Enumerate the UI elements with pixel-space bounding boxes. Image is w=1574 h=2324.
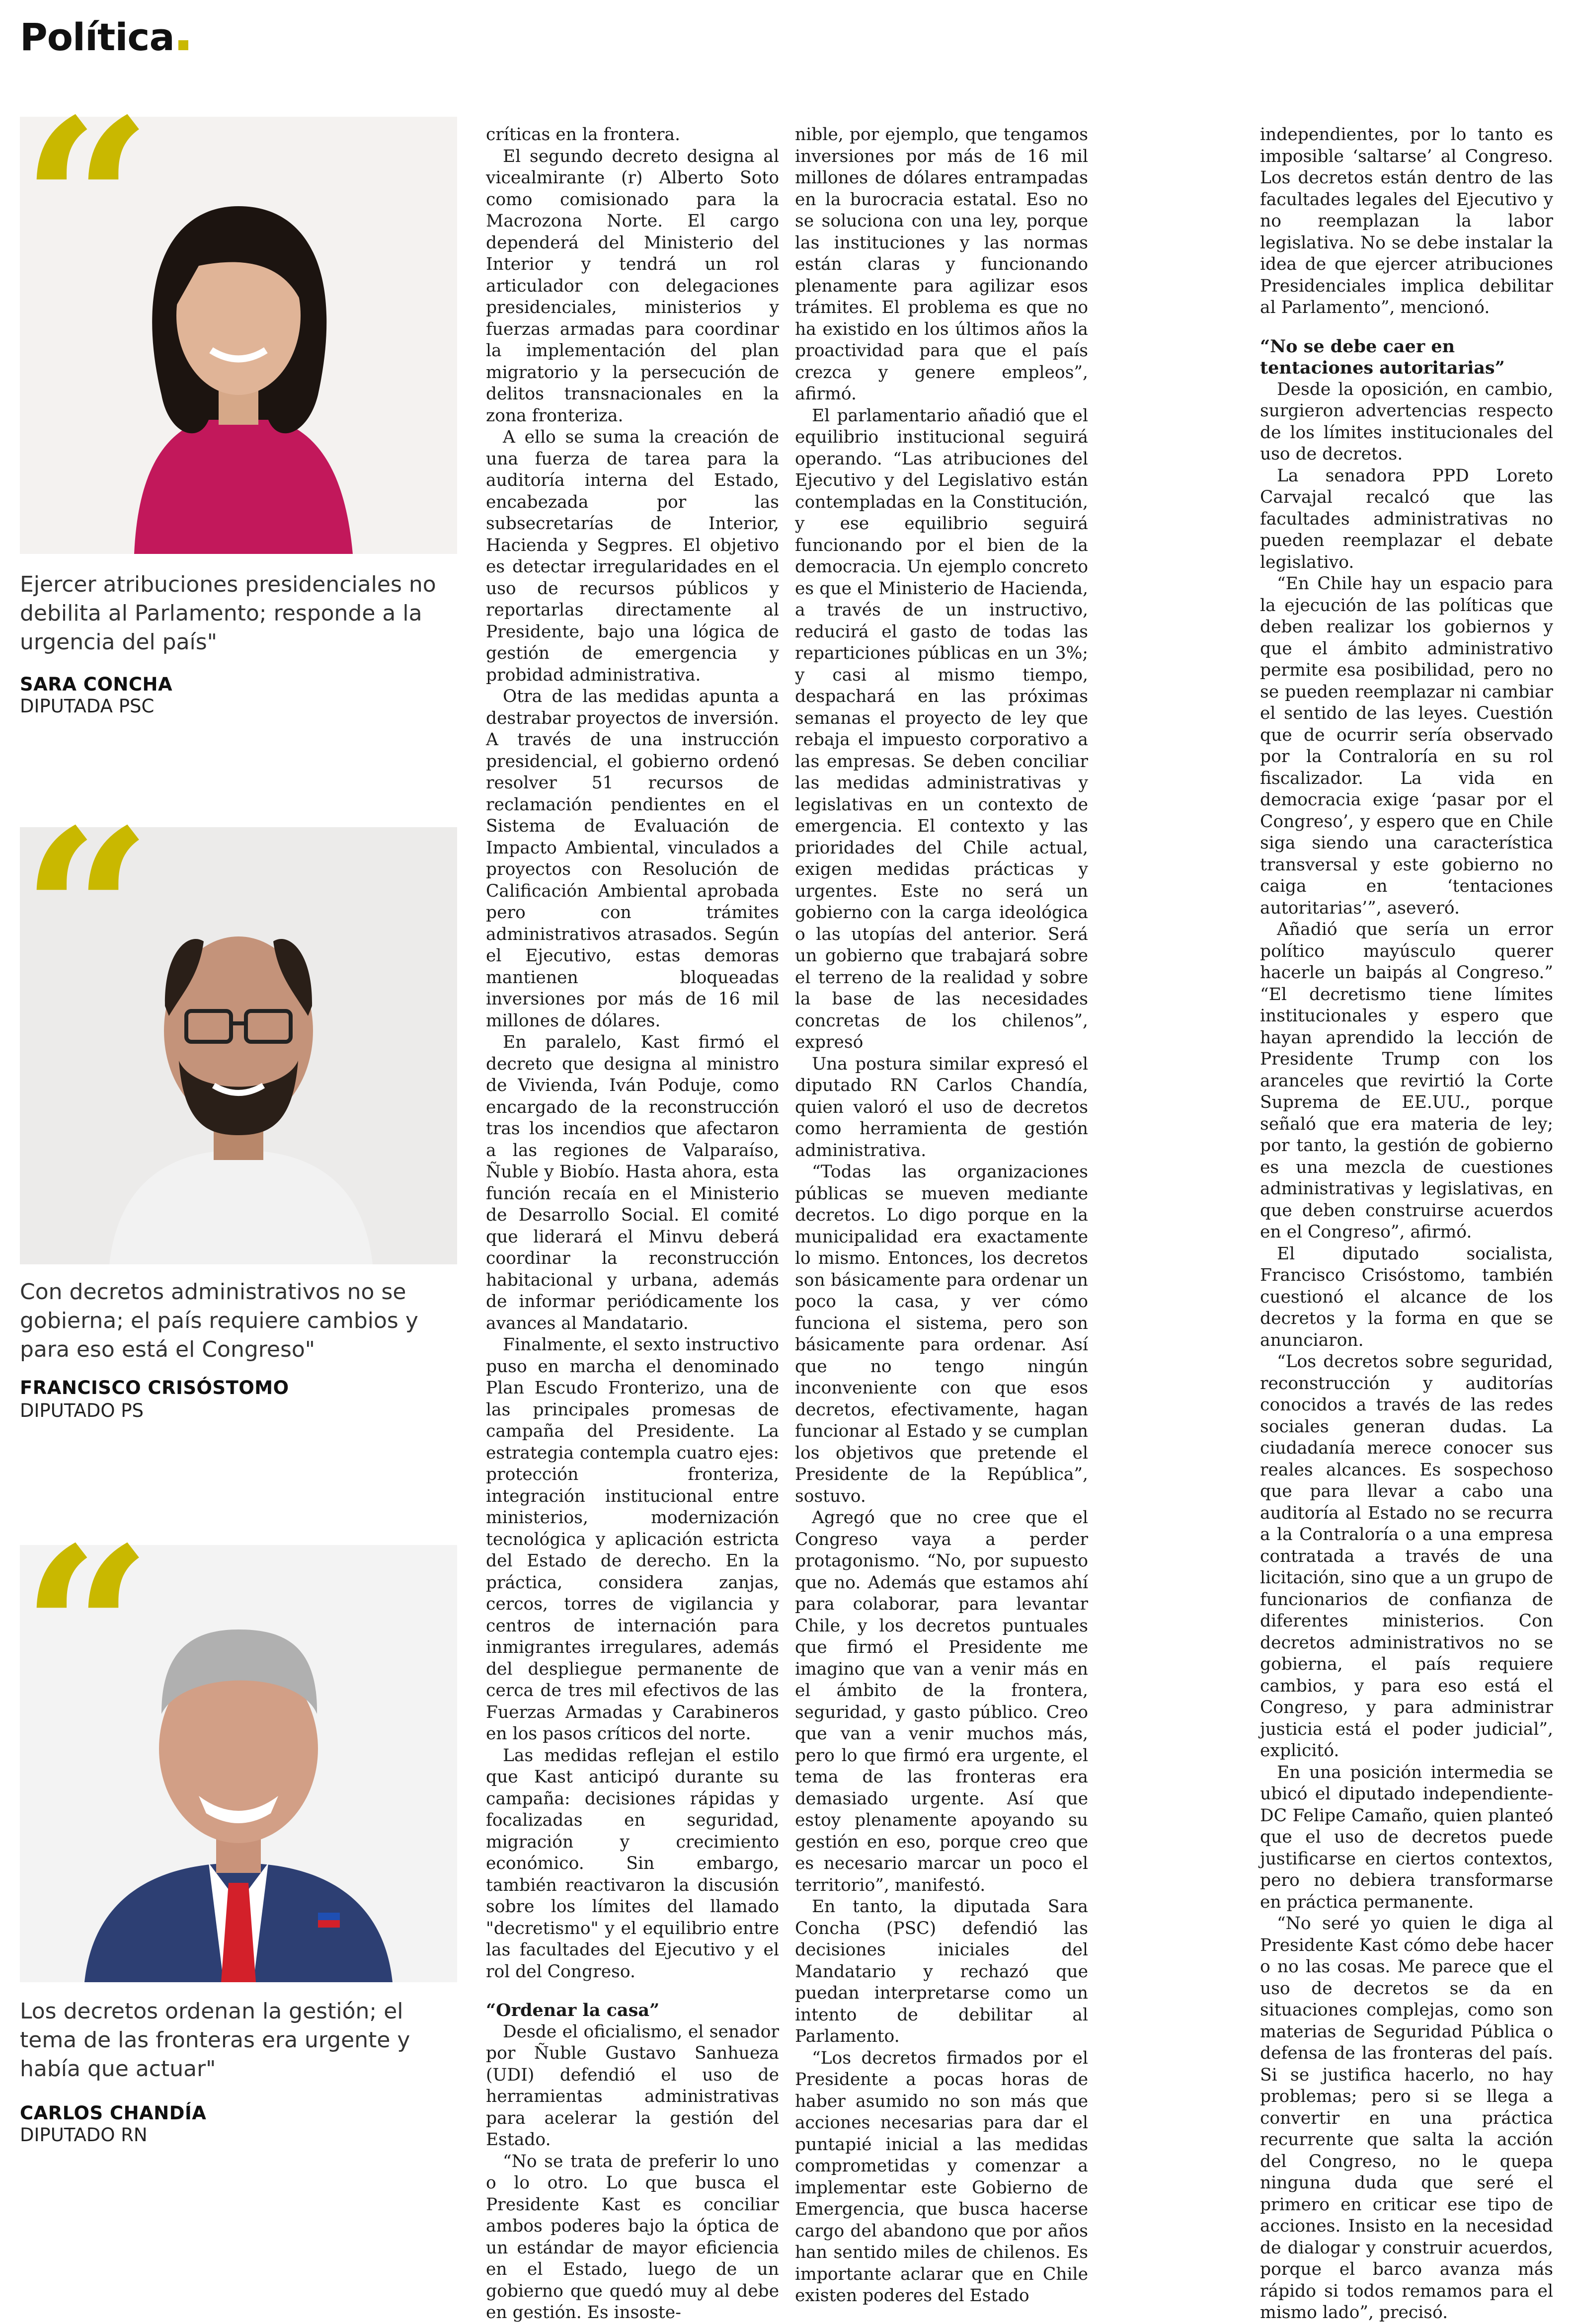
paragraph: “Los decretos sobre seguridad, reconstrucción y auditorías conocidos a través de las redes sociales generan dudas. La ciudadanía merece conocer sus reales alcances. Es sospechoso que para llevar a cabo una auditoría al Estado no se recurra a la Contraloría o a una empresa contratada a través de una licitación, sino que a un grupo de funcionarios de confianza de diferentes ministerios. Con decretos administrativos no se gobierna, el país requiere cambios, y para eso está el Congreso, y para administrar justicia está el poder judicial”, explicitó.	[1260, 1352, 1553, 1761]
paragraph: El segundo decreto designa al vicealmirante (r) Alberto Soto como comisionado para la Macrozona Norte. El cargo dependerá del Ministerio del Interior y tendrá un rol articulador con delegaciones presidenciales, ministerios y fuerzas armadas para coordinar la implementación del plan migratorio y la persecución de delitos transnacionales en la zona fronteriza.	[486, 146, 779, 426]
article-column-1	[486, 124, 779, 2323]
section-title-text: Política	[20, 15, 174, 59]
paragraph: Las medidas reflejan el estilo que Kast anticipó durante su campaña: decisiones rápidas y focalizadas en seguridad, migración y crecimiento económico. Sin embargo, también reactivaron la discusión sobre los límites del llamado "decretismo" y el equilibrio entre las facultades del Ejecutivo y el rol del Congreso.	[486, 1745, 779, 1982]
quote-text-1: Ejercer atribuciones presidenciales no debilita al Parlamento; responde a la urgencia del país"	[20, 572, 436, 655]
paragraph: Desde la oposición, en cambio, surgieron advertencias respecto de los límites institucionales del uso de decretos.	[1260, 379, 1553, 464]
quote-mark-3: “	[21, 1498, 153, 1766]
paragraph: En una posición intermedia se ubicó el diputado independiente-DC Felipe Camaño, quien planteó que el uso de decretos puede justificarse en ciertos contextos, pero no debiera transformarse en práctica permanente.	[1260, 1762, 1553, 1912]
quote-role-2: DIPUTADO PS	[20, 1400, 144, 1421]
paragraph: En tanto, la diputada Sara Concha (PSC) defendió las decisiones iniciales del Mandatario y rechazó que puedan interpretarse como un intento de debilitar al Parlamento.	[795, 1897, 1088, 2046]
paragraph: En paralelo, Kast firmó el decreto que designa al ministro de Vivienda, Iván Poduje, como encargado de la reconstrucción tras los incendios que afectaron a las regiones de Valparaíso, Ñuble y Biobío. Hasta ahora, esta función recaía en el Ministerio de Desarrollo Social. El comité que liderará el Minvu deberá coordinar la reconstrucción habitacional y urbana, además de informar periódicamente los avances al Mandatario.	[486, 1032, 779, 1333]
paragraph: El diputado socialista, Francisco Crisóstomo, también cuestionó el alcance de los decretos y la forma en que se anunciaron.	[1260, 1243, 1553, 1350]
section-title	[20, 15, 188, 59]
quote-author-3: CARLOS CHANDÍA	[20, 2102, 207, 2124]
section-title-dot	[178, 40, 188, 50]
quote-text-3: Los decretos ordenan la gestión; el tema de las fronteras era urgente y había que actuar"	[20, 1999, 410, 2082]
paragraph: independientes, por lo tanto es imposible ‘saltarse’ al Congreso. Los decretos están dentro de las facultades legales del Ejecutivo y no reemplazan la labor legislativa. No se debe instalar la idea de que ejercer atribuciones Presidenciales implica debilitar al Parlamento”, mencionó.	[1260, 125, 1553, 317]
quote-role-1: DIPUTADA PSC	[20, 696, 155, 717]
article-column-2	[795, 124, 1088, 2306]
subheading-tentaciones-autoritarias: “No se debe caer en tentaciones autoritarias”	[1260, 336, 1505, 378]
paragraph: A ello se suma la creación de una fuerza de tarea para la auditoría interna del Estado, encabezada por las subsecretarías de Interior, Hacienda y Segpres. El objetivo es detectar irregularidades en el uso de recursos públicos y reportarlas directamente al Presidente, bajo una lógica de gestión de emergencia y probidad administrativa.	[486, 427, 779, 685]
paragraph: Añadió que sería un error político mayúsculo querer hacerle un baipás al Congreso.” “El decretismo tiene límites institucionales y espero que hayan aprendido la lección de Presidente Trump con los aranceles que revirtió la Corte Suprema de EE.UU., porque señaló que era materia de ley; por tanto, la gestión de gobierno es una mezcla de cuestiones administrativas y legislativas, en que deben construirse acuerdos en el Congreso”, afirmó.	[1260, 920, 1553, 1242]
paragraph: “No seré yo quien le diga al Presidente Kast cómo debe hacer o no las cosas. Me parece que el uso de decretos se da en situaciones complejas, como son materias de Seguridad Pública o defensa de las fronteras del país. Si se justifica hacerlo, no hay problemas; pero si se llega a convertir en una práctica recurrente que salta la acción del Congreso, no le quepa ninguna duda que seré el primero en criticar ese tipo de acciones. Insisto en la necesidad de dialogar y construir acuerdos, porque el barco avanza más rápido si todos remamos para el mismo lado”, precisó.	[1260, 1914, 1553, 2323]
paragraph: Una postura similar expresó el diputado RN Carlos Chandía, quien valoró el uso de decretos como herramienta de gestión administrativa.	[795, 1054, 1088, 1161]
subheading-ordenar-la-casa: “Ordenar la casa”	[486, 2000, 660, 2020]
paragraph: “Los decretos firmados por el Presidente a pocas horas de haber asumido no son más que acciones necesarias para dar el puntapié inicial a las medidas comprometidas y comenzar a implementar este Gobierno de Emergencia, que busca hacerse cargo del abandono que por años han sentido miles de chilenos. Es importante aclarar que en Chile existen poderes del Estado	[795, 2048, 1088, 2306]
paragraph: “En Chile hay un espacio para la ejecución de las políticas que deben realizar los gobiernos y que el ámbito administrativo permite esa posibilidad, pero no se pueden reemplazar ni cambiar el sentido de las leyes. Cuestión que de ocurrir sería observado por la Contraloría en su rol fiscalizador. La vida en democracia exige ‘pasar por el Congreso’, y espero que en Chile siga siendo una característica transversal y este gobierno no caiga en ‘tentaciones autoritarias’”, aseveró.	[1260, 574, 1553, 918]
paragraph: nible, por ejemplo, que tengamos inversiones por más de 16 mil millones de dólares entrampadas en la burocracia estatal. Eso no se soluciona con una ley, porque las instituciones y las normas están claras y funcionando plenamente para agilizar esos trámites. El problema es que no ha existido en los últimos años la proactividad para que el país crezca y genere empleos”, afirmó.	[795, 125, 1088, 404]
paragraph: El parlamentario añadió que el equilibrio institucional seguirá operando. “Las atribuciones del Ejecutivo y del Legislativo están contempladas en la Constitución, y ese equilibrio seguirá funcionando por el bien de la democracia. Un ejemplo concreto es que el Ministerio de Hacienda, a través de un instructivo, reducirá el gasto de todas las reparticiones públicas en un 3%; y casi al mismo tiempo, despachará en las próximas semanas el proyecto de ley que rebaja el impuesto corporativo a las empresas. Se deben conciliar las medidas administrativas y legislativas en un contexto de emergencia. El contexto y las prioridades del Chile actual, exigen medidas prácticas y urgentes. Este no será un gobierno con la carga ideológica o las utopías del anterior. Será un gobierno que trabajará sobre el terreno de la realidad y sobre la base de las necesidades concretas de los chilenos”, expresó	[795, 405, 1088, 1052]
quote-role-3: DIPUTADO RN	[20, 2124, 148, 2146]
paragraph: Finalmente, el sexto instructivo puso en marcha el denominado Plan Escudo Fronterizo, una de las principales promesas de campaña del Presidente. La estrategia contempla cuatro ejes: protección fronteriza, integración institucional entre ministerios, modernización tecnológica y aplicación estricta del Estado de derecho. En la práctica, considera zanjas, cercos, torres de vigilancia y centros de internación para inmigrantes irregulares, además del despliegue permanente de cerca de tres mil efectivos de las Fuerzas Armadas y Carabineros en los pasos críticos del norte.	[486, 1335, 779, 1744]
paragraph: críticas en la frontera.	[486, 125, 681, 145]
quote-text-2: Con decretos administrativos no se gobierna; el país requiere cambios y para eso está el Congreso"	[20, 1279, 418, 1362]
quote-mark-2: “	[21, 780, 153, 1048]
paragraph: “No se trata de preferir lo uno o lo otro. Lo que busca el Presidente Kast es conciliar ambos poderes bajo la óptica de un estándar de mayor eficiencia en el Estado, luego de un gobierno que quedó muy al debe en gestión. Es insoste-	[486, 2151, 779, 2323]
paragraph: Desde el oficialismo, el senador por Ñuble Gustavo Sanhueza (UDI) defendió el uso de herramientas administrativas para acelerar la gestión del Estado.	[486, 2021, 779, 2150]
paragraph: Otra de las medidas apunta a destrabar proyectos de inversión. A través de una instrucción presidencial, el gobierno ordenó resolver 51 recursos de reclamación pendientes en el Sistema de Evaluación de Impacto Ambiental, vinculados a proyectos con Resolución de Calificación Ambiental aprobada pero con trámites administrativos atrasados. Según el Ejecutivo, estas demoras mantienen bloqueadas inversiones por más de 16 mil millones de dólares.	[486, 687, 779, 1031]
quote-mark-1: “	[21, 70, 153, 338]
paragraph: “Todas las organizaciones públicas se mueven mediante decretos. Lo digo porque en la municipalidad era exactamente lo mismo. Entonces, los decretos son básicamente para ordenar un poco la casa, y ver cómo funciona el sistema, pero son básicamente para ordenar. Así que no tengo ningún inconveniente con que esos decretos, efectivamente, hagan funcionar al Estado y se cumplan los objetivos que pretende el Presidente de la República”, sostuvo.	[795, 1162, 1088, 1506]
paragraph: La senadora PPD Loreto Carvajal recalcó que las facultades administrativas no pueden reemplazar el debate legislativo.	[1260, 465, 1553, 572]
paragraph: Agregó que no cree que el Congreso vaya a perder protagonismo. “No, por supuesto que no. Además que estamos ahí para colaborar, para levantar Chile, y los decretos puntuales que firmó el Presidente me imagino que van a venir más en el ámbito de la frontera, seguridad, y gasto público. Creo que van a venir muchos más, pero lo que firmó era urgente, el tema de las fronteras era demasiado urgente. Así que estoy plenamente apoyando su gestión en eso, porque creo que es necesario marcar un poco el territorio”, manifestó.	[795, 1508, 1088, 1895]
article-column-4	[1260, 124, 1553, 2323]
quote-author-2: FRANCISCO CRISÓSTOMO	[20, 1377, 289, 1398]
quote-author-1: SARA CONCHA	[20, 674, 173, 695]
